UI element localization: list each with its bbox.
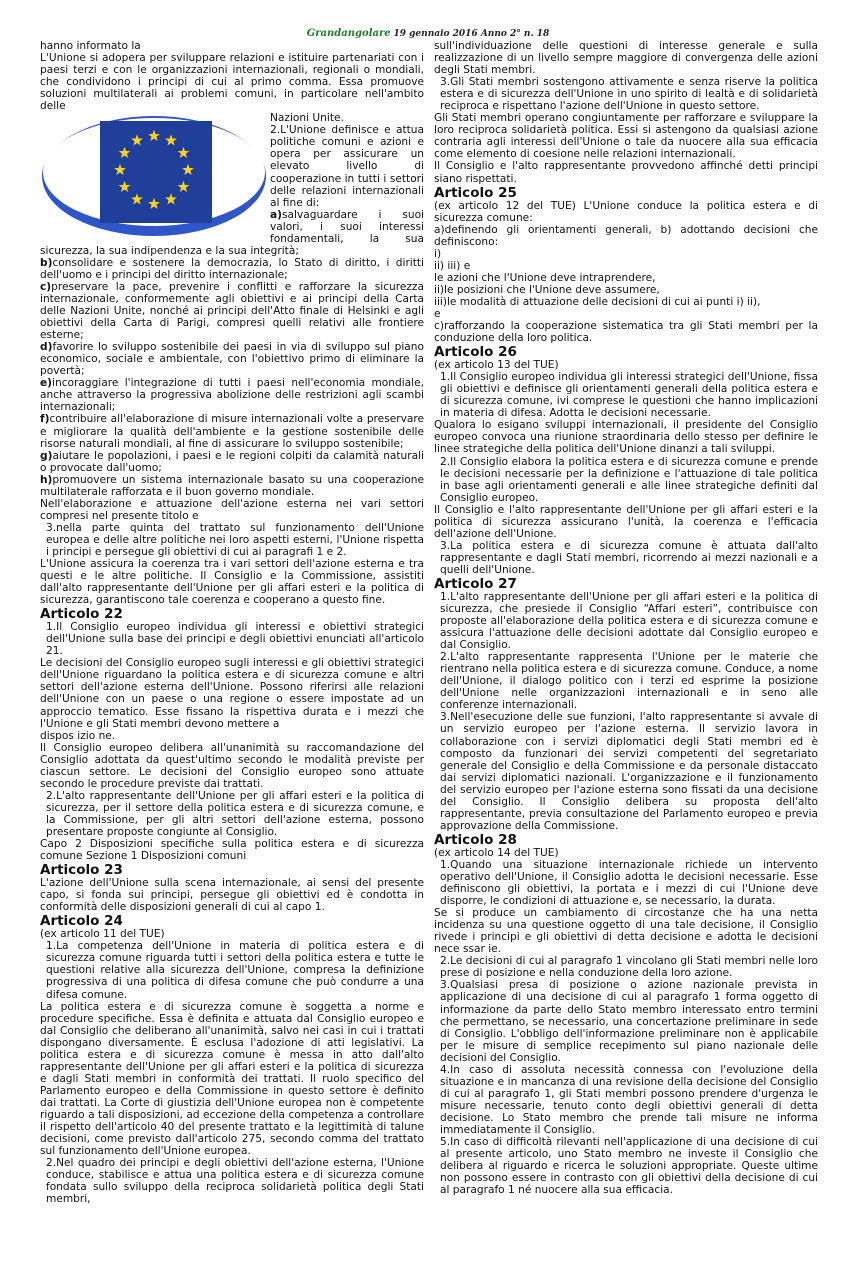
article-heading: Articolo 23 <box>40 862 123 879</box>
paragraph: Il Consiglio e l'alto rappresentante dell'Unione per gli affari esteri e la politica di sicurezza assicurano l'unità, la coerenza e l'efficacia dell'azione dell'Unione. <box>434 503 818 540</box>
paragraph: Gli Stati membri operano congiuntamente per rafforzare e sviluppare la loro reciproca solidarietà politica. Essi si astengono da qualsiasi azione contraria agli interessi dell'Unione o tale da nuocere alla sua efficacia come elemento di coesione nelle relazioni internazionali. <box>434 112 818 161</box>
paragraph: (ex articolo 11 del TUE) <box>40 928 165 941</box>
paragraph: L'azione dell'Unione sulla scena internazionale, ai sensi del presente capo, si fonda sui principi, persegue gli obiettivi ed è condotta in conformità delle disposizioni generali di cui al capo 1. <box>40 877 424 914</box>
paragraph: 3.Nell'esecuzione delle sue funzioni, l'alto rappresentante si avvale di un servizio europeo per l'azione esterna. Il servizio lavora in collaborazione con i servizi diplomatici degli Stati membri ed è composto da funzionari dei servizi competenti del segretariato generale del Consiglio e della Commissione e da personale distaccato dai servizi diplomatici nazionali. L'organizzazione e il funzionamento del servizio europeo per l'azione esterna sono fissati da una decisione del Consiglio. Il Consiglio delibera su proposta dell'alto rappresentante, previa consultazione del Parlamento europeo e previa approvazione della Commissione. <box>440 711 818 832</box>
paragraph: Il Consiglio europeo delibera all'unanimità su raccomandazione del Consiglio adottata da quest'ultimo secondo le modalità previste per ciascun settore. Le decisioni del Consiglio europeo sono attuate secondo le procedure previste dai trattati. <box>40 741 424 790</box>
publication-name: Grandangolare <box>306 28 391 39</box>
paragraph: 3.Qualsiasi presa di posizione o azione nazionale prevista in applicazione di una decisione di cui al paragrafo 1 forma oggetto di informazione da parte dello Stato membro interessato entro termini che permettano, se necessario, una concertazione preliminare in sede di Consiglio. L'obbligo dell'informazione preliminare non è applicabile per le misure di semplice recepimento sul piano nazionale delle decisioni del Consiglio. <box>440 979 818 1064</box>
list-text: aiutare le popolazioni, i paesi e le regioni colpiti da calamità naturali o provocate dall'uomo; <box>40 449 424 474</box>
page-header <box>0 28 856 39</box>
list-text: consolidare e sostenere la democrazia, lo Stato di diritto, i diritti dell'uomo e i principi del diritto internazionale; <box>40 256 424 281</box>
list-label: e) <box>40 377 53 390</box>
list-item <box>40 450 424 474</box>
logo-wrap <box>40 112 424 257</box>
list-item <box>40 413 424 449</box>
list-text: incoraggiare l'integrazione di tutti i paesi nell'economia mondiale, anche attraverso la progressiva abolizione delle restrizioni agli scambi internazionali; <box>40 377 424 414</box>
article-heading: Articolo 24 <box>40 913 123 930</box>
paragraph: Le decisioni del Consiglio europeo sugli interessi e gli obiettivi strategici dell'Unione riguardano la politica estera e di sicurezza comune e altri settori dell'azione esterna dell'Unione. Possono riferirsi alle relazioni dell'Unione con un paese o una regione o essere impostate ad un approccio tematico. Esse fissano la rispettiva durata e i mezzi che l'Unione e gli Stati membri devono mettere a <box>40 657 424 730</box>
paragraph: L'Unione si adopera per sviluppare relazioni e istituire partenariati con i paesi terzi e con le organizzazioni internazionali, regionali o mondiali, che condividono i principi di cui al primo comma. Essa promuove soluzioni multilaterali ai problemi comuni, in particolare nell'ambito delle <box>40 52 424 113</box>
list-text: contribuire all'elaborazione di misure internazionali volte a preservare e migliorare la qualità dell'ambiente e la gestione sostenibile delle risorse naturali mondiali, al fine di assicurare lo sviluppo sostenibile; <box>40 413 424 450</box>
paragraph: a)definendo gli orientamenti generali, b) adottando decisioni che definiscono: <box>434 223 818 248</box>
paragraph: 2.Le decisioni di cui al paragrafo 1 vincolano gli Stati membri nelle loro prese di posizione e nella conduzione della loro azione. <box>440 955 818 980</box>
paragraph: 1.Il Consiglio europeo individua gli interessi strategici dell'Unione, fissa gli obiettivi e definisce gli orientamenti generali della politica estera e di sicurezza comune, ivi comprese le questioni che hanno implicazioni in materia di difesa. Adotta le decisioni necessarie. <box>440 371 818 420</box>
paragraph: 2.Il Consiglio elabora la politica estera e di sicurezza comune e prende le decisioni necessarie per la definizione e l'attuazione di tale politica in base agli orientamenti generali e alle linee strategiche definiti dal Consiglio europeo. <box>440 455 818 504</box>
list-label: c) <box>40 280 52 293</box>
article-heading: Articolo 25 <box>434 184 517 201</box>
list-item <box>40 257 424 281</box>
eu-flag-icon <box>40 113 268 239</box>
paragraph: sull'individuazione delle questioni di interesse generale e sulla realizzazione di un livello sempre maggiore di convergenza delle azioni degli Stati membri. <box>434 40 818 77</box>
paragraph: 1.Quando una situazione internazionale richiede un intervento operativo dell'Unione, il Consiglio adotta le decisioni necessarie. Esse definiscono gli obiettivi, la portata e i mezzi di cui l'Unione deve disporre, le condizioni di attuazione e, se necessario, la durata. <box>440 858 818 908</box>
paragraph: ii) iii) e <box>434 259 471 272</box>
list-label: f) <box>40 413 50 426</box>
list-label: b) <box>40 256 53 269</box>
paragraph: 1.La competenza dell'Unione in materia di politica estera e di sicurezza comune riguarda tutti i settori della politica estera e tutte le questioni relative alla sicurezza dell'Unione, compresa la definizione progressiva di una politica di difesa comune che può condurre a una difesa comune. <box>46 940 424 1001</box>
list-item <box>40 281 424 341</box>
list-item <box>40 341 424 377</box>
list-label: h) <box>40 473 53 486</box>
paragraph: 2.L'alto rappresentante rappresenta l'Unione per le materie che rientrano nella politica estera e di sicurezza comune. Conduce, a nome dell'Unione, il dialogo politico con i terzi ed esprime la posizione dell'Unione nelle organizzazioni internazionali e in seno alle conferenze internazionali. <box>440 651 818 712</box>
paragraph: Nazioni Unite. <box>270 112 344 125</box>
paragraph: ii)le posizioni che l'Unione deve assumere, <box>434 283 660 296</box>
paragraph: 2.Nel quadro dei principi e degli obiettivi dell'azione esterna, l'Unione conduce, stabilisce e attua una politica estera e di sicurezza comune fondata sullo sviluppo della reciproca solidarietà politica degli Stati membri, <box>46 1157 424 1206</box>
list-text: favorire lo sviluppo sostenibile dei paesi in via di sviluppo sul piano economico, sociale e ambientale, con l'obiettivo primo di eliminare la povertà; <box>40 341 424 378</box>
paragraph: (ex articolo 14 del TUE) <box>434 846 559 859</box>
paragraph: Nell'elaborazione e attuazione dell'azione esterna nei vari settori compresi nel presente titolo e <box>40 497 424 522</box>
paragraph: iii)le modalità di attuazione delle decisioni di cui ai punti i) ii), <box>434 295 761 308</box>
paragraph: 3.La politica estera e di sicurezza comune è attuata dall'alto rappresentante e dagli Stati membri, ricorrendo ai mezzi nazionali e a quelli dell'Unione. <box>440 539 818 576</box>
article-heading: Articolo 26 <box>434 344 517 361</box>
paragraph: Il Consiglio e l'alto rappresentante provvedono affinché detti principi siano rispettati. <box>434 160 818 185</box>
paragraph: Se si produce un cambiamento di circostanze che ha una netta incidenza su una questione oggetto di una tale decisione, il Consiglio rivede i principi e gli obiettivi di detta decisione e adotta le decisioni nece ssar ie. <box>434 907 818 956</box>
list-item <box>40 474 424 498</box>
list-text: preservare la pace, prevenire i conflitti e rafforzare la sicurezza internazionale, conformemente agli obiettivi e ai principi della Carta delle Nazioni Unite, nonché ai principi dell'Atto finale di Helsinki e agli obiettivi della Carta di Parigi, compresi quelli relativi alle frontiere esterne; <box>40 280 424 342</box>
list-text: promuovere un sistema internazionale basato su una cooperazione multilaterale rafforzata e il buon governo mondiale. <box>40 473 424 498</box>
list-label: d) <box>40 341 53 354</box>
paragraph: 3.Gli Stati membri sostengono attivamente e senza riserve la politica estera e di sicurezza dell'Unione in uno spirito di lealtà e di solidarietà reciproca e rispettano l'azione dell'Unione in questo settore. <box>440 76 818 113</box>
paragraph: (ex articolo 13 del TUE) <box>434 359 559 372</box>
paragraph: e <box>434 307 441 320</box>
paragraph: 4.In caso di assoluta necessità connessa con l'evoluzione della situazione e in mancanza di una revisione della decisione del Consiglio di cui al paragrafo 1, gli Stati membri possono prendere d'urgenza le misure necessarie, tenuto conto degli obiettivi generali di detta decisione. Lo Stato membro che prende tali misure ne informa immediatamente il Consiglio. <box>440 1063 818 1136</box>
article-heading: Articolo 27 <box>434 575 517 592</box>
paragraph: 1.Il Consiglio europeo individua gli interessi e obiettivi strategici dell'Unione sulla base dei principi e degli obiettivi enunciati all'articolo 21. <box>46 621 424 658</box>
paragraph: 2.L'alto rappresentante dell'Unione per gli affari esteri e la politica di sicurezza, per il settore della politica estera e di sicurezza comune, e la Commissione, per gli altri settori dell'azione esterna, possono presentare proposte congiunte al Consiglio. <box>46 789 424 838</box>
list-label: g) <box>40 449 53 462</box>
list-item <box>40 377 424 413</box>
paragraph: L'Unione assicura la coerenza tra i vari settori dell'azione esterna e tra questi e le altre politiche. Il Consiglio e la Commissione, assistiti dall'alto rappresentante dell'Unione per gli affari esteri e la politica di sicurezza, garantiscono tale coerenza e cooperano a questo fine. <box>40 558 424 607</box>
paragraph: 1.L'alto rappresentante dell'Unione per gli affari esteri e la politica di sicurezza, che presiede il Consiglio “Affari esteri”, contribuisce con proposte all'elaborazione della politica estera e di sicurezza comune e assicura l'attuazione delle decisioni adottate dal Consiglio europeo e dal Consiglio. <box>440 590 818 652</box>
paragraph: Qualora lo esigano sviluppi internazionali, il presidente del Consiglio europeo convoca una riunione straordinaria dello stesso per definire le linee strategiche della politica dell'Unione dinanzi a tali sviluppi. <box>434 419 818 456</box>
paragraph: La politica estera e di sicurezza comune è soggetta a norme e procedure specifiche. Essa è definita e attuata dal Consiglio europeo e dal Consiglio che deliberano all'unanimità, salvo nei casi in cui i trattati dispongano diversamente. È esclusa l'adozione di atti legislativi. La politica estera e di sicurezza comune è messa in atto dall'alto rappresentante dell'Unione per gli affari esteri e la politica di sicurezza e dagli Stati membri in conformità dei trattati. Il ruolo specifico del Parlamento europeo e della Commissione in questo settore è definito dai trattati. La Corte di giustizia dell'Unione europea non è competente riguardo a tali disposizioni, ad eccezione della competenza a controllare il rispetto dell'articolo 40 del presente trattato e la legittimità di talune decisioni, come previsto dall'articolo 275, secondo comma del trattato sul funzionamento dell'Unione europea. <box>40 1000 424 1158</box>
paragraph: le azioni che l'Unione deve intraprendere, <box>434 271 656 284</box>
paragraph: (ex articolo 12 del TUE) L'Unione conduce la politica estera e di sicurezza comune: <box>434 199 818 224</box>
paragraph: 2.L'Unione definisce e attua politiche comuni e azioni e opera per assicurare un elevato livello di cooperazione in tutti i settori delle relazioni internazionali al fine di: <box>270 124 424 209</box>
article-heading: Articolo 22 <box>40 606 123 623</box>
list-text: salvaguardare i suoi valori, i suoi interessi fondamentali, la sua sicurezza, la sua indipendenza e la sua integrità; <box>40 208 424 257</box>
left-column <box>40 40 424 1205</box>
paragraph: hanno informato la <box>40 40 141 52</box>
paragraph: i) <box>434 247 442 260</box>
paragraph: Capo 2 Disposizioni specifiche sulla politica estera e di sicurezza comune Sezione 1 Disposizioni comuni <box>40 838 424 863</box>
issue-date: 19 gennaio 2016 Anno 2° n. 18 <box>393 29 550 39</box>
paragraph: c)rafforzando la cooperazione sistematica tra gli Stati membri per la conduzione della loro politica. <box>434 320 818 345</box>
paragraph: 5.In caso di difficoltà rilevanti nell'applicazione di una decisione di cui al presente articolo, uno Stato membro ne investe il Consiglio che delibera al riguardo e ricerca le soluzioni appropriate. Queste ultime non possono essere in contrasto con gli obiettivi della decisione di cui al paragrafo 1 né nuocere alla sua efficacia. <box>440 1136 818 1197</box>
right-column <box>434 40 818 1196</box>
paragraph: dispos izio ne. <box>40 729 116 742</box>
paragraph: 3.nella parte quinta del trattato sul funzionamento dell'Unione europea e delle altre politiche nei loro aspetti esterni, l'Unione rispetta i principi e persegue gli obiettivi di cui ai paragrafi 1 e 2. <box>46 521 424 558</box>
list-label: a) <box>270 208 282 221</box>
article-heading: Articolo 28 <box>434 831 517 848</box>
